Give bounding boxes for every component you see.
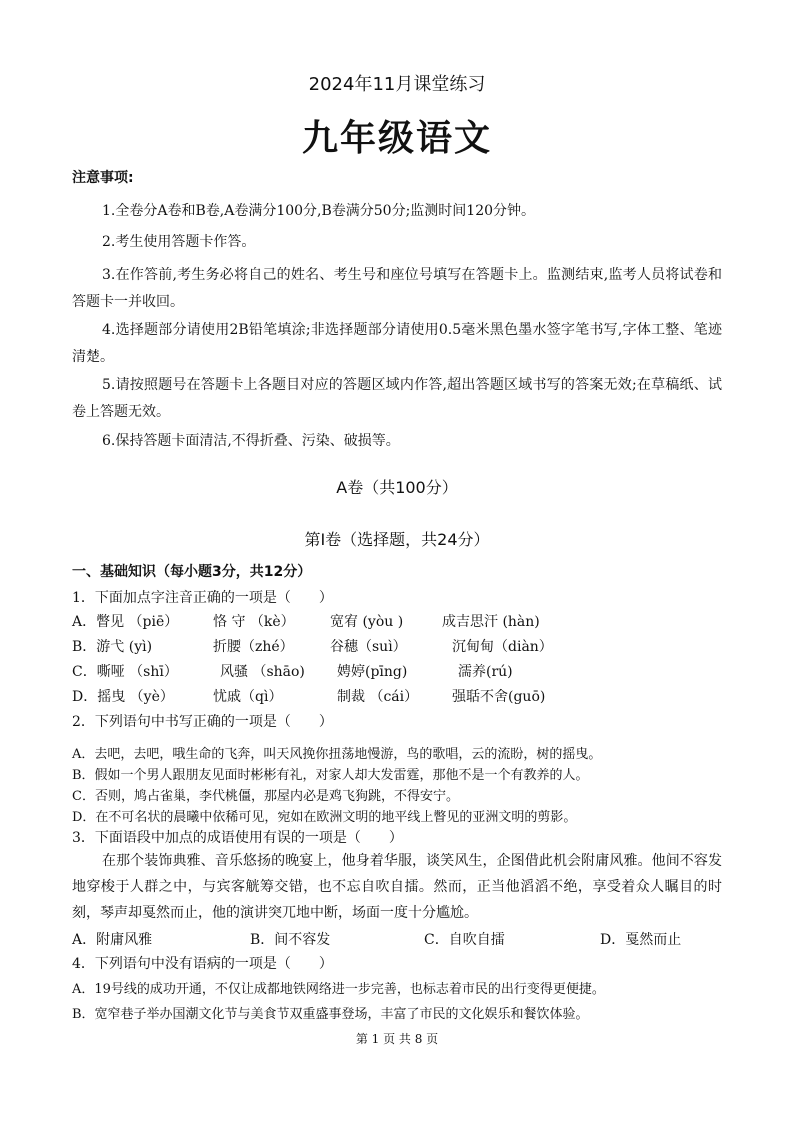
notice-item: 3.在作答前,考生务必将自己的姓名、考生号和座位号填写在答题卡上。监测结束,监考人员将试卷和答题卡一并收回。 (72, 267, 722, 310)
question-3-stem: 3．下面语段中加点的成语使用有误的一项是（ ） (72, 830, 403, 846)
q1-option-c-4: 濡养(rú) (458, 664, 513, 680)
q1-option-d-4: 强聒不舍(guō) (452, 689, 546, 705)
part-1-heading: 一、基础知识（每小题3分，共12分） (72, 564, 312, 580)
notice-item: 5.请按照题号在答题卡上各题目对应的答题区域内作答,超出答题区域书写的答案无效;在草稿纸、试卷上答题无效。 (72, 377, 722, 420)
q3-option-d: D．戛然而止 (600, 932, 682, 948)
q2-option-b: B．假如一个男人跟朋友见面时彬彬有礼，对家人却大发雷霆，那他不是一个有教养的人。 (72, 768, 589, 783)
q3-option-c: C．自吹自擂 (424, 932, 505, 948)
notice-item: 6.保持答题卡面清洁,不得折叠、污染、破损等。 (102, 433, 400, 449)
q2-option-c: C．否则，鸠占雀巢，李代桃僵，那屋内必是鸡飞狗跳，不得安宁。 (72, 789, 459, 804)
q1-option-b-3: 谷穗（suì） (330, 639, 407, 655)
notice-heading: 注意事项: (72, 170, 134, 186)
page-footer: 第 1 页 共 8 页 (355, 1032, 439, 1046)
q4-option-a: A．19号线的成功开通，不仅让成都地铁网络进一步完善，也标志着市民的出行变得更便捷。 (72, 982, 605, 997)
notice-item: 1.全卷分A卷和B卷,A卷满分100分,B卷满分50分;监测时间120分钟。 (102, 203, 536, 219)
q3-passage: 在那个装饰典雅、音乐悠扬的晚宴上，他身着华服，谈笑风生，企图借此机会附庸风雅。他间不容发地穿梭于人群之中，与宾客觥筹交错，也不忘自吹自擂。然而，正当他滔滔不绝，享受着众人瞩目的时刻，琴声却戛然而止，他的演讲突兀地中断，场面一度十分尴尬。 (72, 853, 722, 921)
exam-subtitle: 2024年11月课堂练习 (308, 74, 486, 95)
section-a-heading: A卷（共100分） (336, 478, 458, 497)
q3-option-b: B．间不容发 (250, 932, 331, 948)
q1-option-b-1: B．游弋 (yì) (72, 639, 153, 655)
q1-option-b-4: 沉甸甸（diàn） (452, 639, 553, 655)
q1-option-a-3: 宽宥 (yòu ) (330, 614, 404, 630)
question-1-stem: 1．下面加点字注音正确的一项是（ ） (72, 590, 333, 606)
q1-option-d-3: 制裁 （cái） (337, 689, 419, 705)
notice-item: 4.选择题部分请使用2B铅笔填涂;非选择题部分请使用0.5毫米黑色墨水签字笔书写,字体工整、笔迹清楚。 (72, 322, 722, 365)
question-4-stem: 4．下列语句中没有语病的一项是（ ） (72, 956, 333, 972)
q1-option-a-2: 恪 守 （kè） (213, 614, 295, 630)
q1-option-d-2: 忧戚（qì） (213, 689, 283, 705)
q4-option-b: B．宽窄巷子举办国潮文化节与美食节双重盛事登场，丰富了市民的文化娱乐和餐饮体验。 (72, 1007, 589, 1022)
q1-option-d-1: D．摇曳 （yè） (72, 689, 174, 705)
q1-option-a-1: A．瞥见 （piē） (72, 614, 179, 630)
q2-option-d: D．在不可名状的晨曦中依稀可见，宛如在欧洲文明的地平线上瞥见的亚洲文明的剪影。 (72, 810, 577, 825)
question-2-stem: 2．下列语句中书写正确的一项是（ ） (72, 714, 333, 730)
section-1-heading: 第Ⅰ卷（选择题，共24分） (304, 530, 490, 549)
q1-option-c-2: 风骚 （shāo) (220, 664, 305, 680)
notice-item: 2.考生使用答题卡作答。 (102, 234, 256, 250)
q2-option-a: A．去吧，去吧，哦生命的飞奔，叫天风挽你扭荡地慢游，鸟的歌唱，云的流盼，树的摇曳。 (72, 747, 602, 762)
q3-option-a: A．附庸风雅 (72, 932, 153, 948)
q1-option-b-2: 折腰（zhé） (213, 639, 294, 655)
q1-option-a-4: 成吉思汗 (hàn) (442, 614, 540, 630)
q1-option-c-3: 娉婷(pīng) (337, 664, 408, 680)
exam-title: 九年级语文 (301, 118, 492, 159)
q1-option-c-1: C．嘶哑 （shī） (72, 664, 178, 680)
